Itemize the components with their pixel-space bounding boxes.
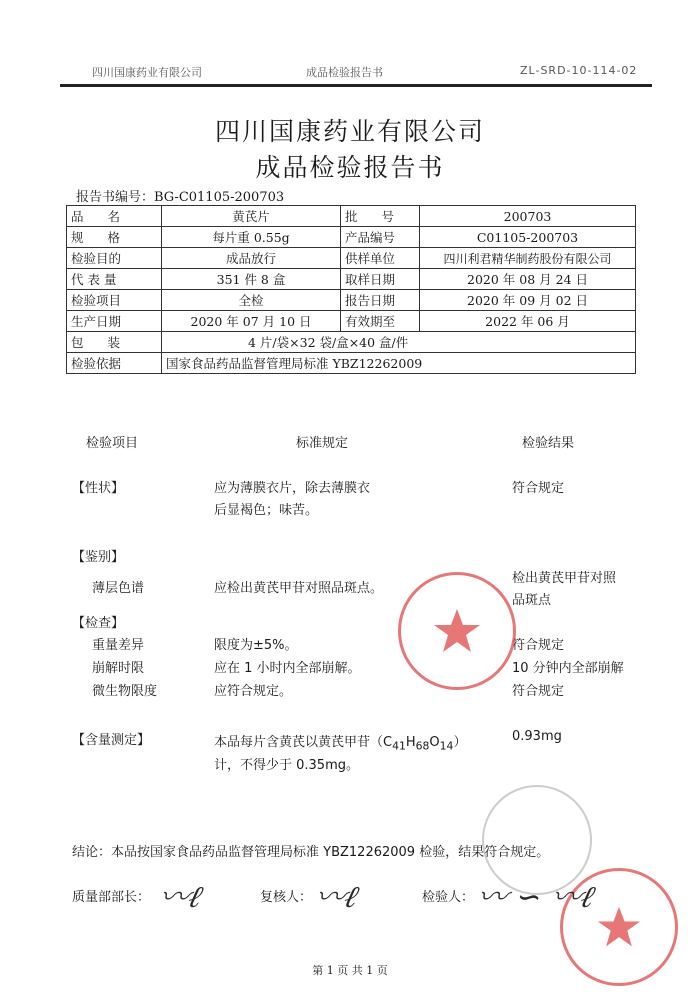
- result-weight-variation: 符合规定: [512, 638, 565, 653]
- label-inspector: 检验人：: [422, 890, 475, 905]
- value-expiry: 2022 年 06 月: [420, 311, 636, 332]
- std-microbial: 应符合规定。: [214, 684, 293, 699]
- value-report-date: 2020 年 09 月 02 日: [420, 290, 636, 311]
- label-production-date: 生产日期: [67, 311, 162, 332]
- label-test-items: 检验项目: [67, 290, 162, 311]
- result-appearance: 符合规定: [512, 481, 565, 496]
- label-spec: 规 格: [67, 227, 162, 248]
- header-company: 四川国康药业有限公司: [92, 66, 202, 79]
- label-reviewer: 复核人：: [260, 890, 313, 905]
- item-disintegration: 崩解时限: [92, 661, 145, 676]
- label-sampling-date: 取样日期: [341, 269, 420, 290]
- value-sampling-date: 2020 年 08 月 24 日: [420, 269, 636, 290]
- signature-inspector: 〰 ∽ 〰ℓ: [472, 880, 599, 915]
- item-microbial: 微生物限度: [92, 684, 158, 699]
- value-supplier: 四川利君精华制药股份有限公司: [420, 248, 636, 269]
- item-weight-variation: 重量差异: [92, 638, 145, 653]
- header-rule: [60, 84, 652, 87]
- std-appearance-line1: 应为薄膜衣片，除去薄膜衣: [214, 481, 371, 496]
- value-test-items: 全检: [162, 290, 341, 311]
- value-basis: 国家食品药品监督管理局标准 YBZ12262009: [162, 353, 636, 374]
- table-row: [67, 269, 636, 290]
- report-number: 报告书编号：BG-C01105-200703: [76, 190, 285, 205]
- value-purpose: 成品放行: [162, 248, 341, 269]
- item-tlc: 薄层色谱: [92, 581, 145, 596]
- formula-h: H: [405, 735, 416, 750]
- signature-qa-manager: 〰ℓ: [154, 880, 207, 915]
- table-row: [67, 332, 636, 353]
- label-batch-no: 批 号: [341, 206, 420, 227]
- page-title-report: 成品检验报告书: [255, 153, 445, 182]
- table-row: [67, 248, 636, 269]
- column-result: 检验结果: [522, 436, 575, 451]
- page-number: 第 1 页 共 1 页: [312, 964, 388, 977]
- label-product-code: 产品编号: [341, 227, 420, 248]
- label-supplier: 供样单位: [341, 248, 420, 269]
- label-purpose: 检验目的: [67, 248, 162, 269]
- section-heading-assay: 【含量测定】: [72, 733, 151, 748]
- section-heading-inspection: 【检查】: [72, 616, 125, 631]
- star-icon: [596, 904, 642, 950]
- std-appearance-line2: 后显褐色；味苦。: [214, 503, 319, 518]
- table-row: [67, 290, 636, 311]
- formula-sub-h: 68: [415, 739, 430, 753]
- header-doc-type: 成品检验报告书: [306, 66, 383, 79]
- table-row: [67, 227, 636, 248]
- label-packaging: 包 装: [67, 332, 162, 353]
- label-quantity: 代 表 量: [67, 269, 162, 290]
- table-row: [67, 311, 636, 332]
- result-disintegration: 10 分钟内全部崩解: [512, 661, 624, 676]
- value-batch-no: 200703: [420, 206, 636, 227]
- std-assay-line1: [214, 731, 466, 753]
- table-row: [67, 353, 636, 374]
- std-tlc: 应检出黄芪甲苷对照品斑点。: [214, 581, 384, 596]
- result-assay: 0.93mg: [512, 729, 562, 744]
- result-tlc-line2: 品斑点: [512, 593, 552, 608]
- value-production-date: 2020 年 07 月 10 日: [162, 311, 341, 332]
- conclusion: 结论：本品按国家食品药品监督管理局标准 YBZ12262009 检验，结果符合规定。: [72, 845, 550, 860]
- table-row: [67, 206, 636, 227]
- label-expiry: 有效期至: [341, 311, 420, 332]
- column-standard: 标准规定: [296, 436, 349, 451]
- value-spec: 每片重 0.55g: [162, 227, 341, 248]
- section-heading-identification: 【鉴别】: [72, 550, 125, 565]
- formula-close: ）: [453, 735, 467, 750]
- formula-o: O: [429, 735, 440, 750]
- header-doc-code: ZL-SRD-10-114-02: [520, 64, 638, 77]
- std-weight-variation: 限度为±5%。: [214, 638, 298, 653]
- value-product-code: C01105-200703: [420, 227, 636, 248]
- std-assay-line1-text: 本品每片含黄芪以黄芪甲苷（C: [214, 735, 393, 750]
- label-report-date: 报告日期: [341, 290, 420, 311]
- section-heading-appearance: 【性状】: [72, 481, 125, 496]
- red-seal-stamp: [398, 572, 516, 690]
- result-microbial: 符合规定: [512, 684, 565, 699]
- formula-sub-c: 41: [392, 739, 406, 753]
- value-quantity: 351 件 8 盒: [162, 269, 341, 290]
- formula-sub-o: 14: [439, 739, 454, 753]
- std-disintegration: 应在 1 小时内全部崩解。: [214, 661, 361, 676]
- page-title-company: 四川国康药业有限公司: [214, 117, 485, 146]
- signature-reviewer: 〰ℓ: [310, 880, 363, 915]
- value-product-name: 黄芪片: [162, 206, 341, 227]
- label-basis: 检验依据: [67, 353, 162, 374]
- label-product-name: 品 名: [67, 206, 162, 227]
- star-icon: [432, 606, 482, 656]
- value-packaging: 4 片/袋×32 袋/盒×40 盒/件: [162, 332, 636, 353]
- label-qa-manager: 质量部部长：: [72, 890, 151, 905]
- column-item: 检验项目: [86, 436, 139, 451]
- result-tlc-line1: 检出黄芪甲苷对照: [512, 571, 617, 586]
- std-assay-line2: 计，不得少于 0.35mg。: [214, 758, 359, 773]
- info-table: [66, 205, 636, 374]
